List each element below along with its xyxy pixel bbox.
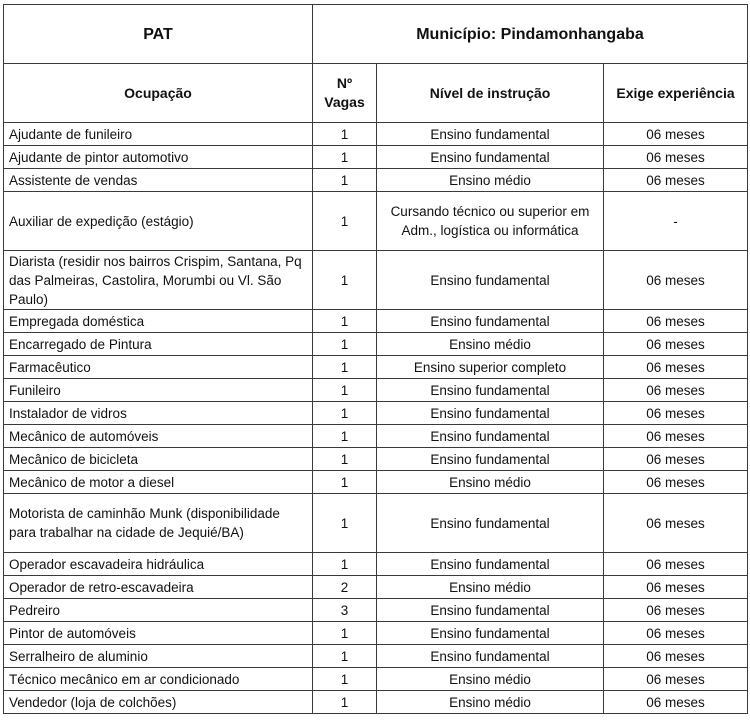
cell-vagas: 3 bbox=[313, 599, 377, 622]
cell-vagas: 1 bbox=[313, 310, 377, 333]
cell-nivel: Ensino médio bbox=[377, 333, 604, 356]
cell-vagas: 1 bbox=[313, 146, 377, 169]
cell-nivel: Ensino fundamental bbox=[377, 123, 604, 146]
cell-nivel: Ensino superior completo bbox=[377, 356, 604, 379]
cell-vagas: 1 bbox=[313, 425, 377, 448]
cell-ocupacao: Operador de retro-escavadeira bbox=[4, 576, 313, 599]
col-header-nivel: Nível de instrução bbox=[377, 64, 604, 123]
cell-nivel: Ensino fundamental bbox=[377, 645, 604, 668]
cell-ocupacao: Pedreiro bbox=[4, 599, 313, 622]
cell-experiencia: 06 meses bbox=[604, 668, 748, 691]
cell-vagas: 1 bbox=[313, 494, 377, 553]
cell-vagas: 1 bbox=[313, 645, 377, 668]
table-row bbox=[4, 123, 748, 146]
cell-nivel: Ensino fundamental bbox=[377, 146, 604, 169]
cell-nivel: Ensino fundamental bbox=[377, 599, 604, 622]
col-header-ocupacao: Ocupação bbox=[4, 64, 313, 123]
cell-nivel: Ensino fundamental bbox=[377, 494, 604, 553]
cell-nivel: Ensino médio bbox=[377, 169, 604, 192]
cell-ocupacao: Auxiliar de expedição (estágio) bbox=[4, 192, 313, 251]
cell-ocupacao: Instalador de vidros bbox=[4, 402, 313, 425]
header-row bbox=[4, 64, 748, 123]
table-row bbox=[4, 448, 748, 471]
table-row bbox=[4, 691, 748, 714]
cell-ocupacao: Diarista (residir nos bairros Crispim, Santana, Pq das Palmeiras, Castolira, Morumbi ou Vl. São Paulo) bbox=[4, 251, 313, 310]
table-row bbox=[4, 622, 748, 645]
cell-ocupacao: Motorista de caminhão Munk (disponibilidade para trabalhar na cidade de Jequié/BA) bbox=[4, 494, 313, 553]
cell-ocupacao: Farmacêutico bbox=[4, 356, 313, 379]
cell-experiencia: 06 meses bbox=[604, 251, 748, 310]
cell-ocupacao: Encarregado de Pintura bbox=[4, 333, 313, 356]
cell-experiencia: 06 meses bbox=[604, 553, 748, 576]
table-row bbox=[4, 379, 748, 402]
cell-nivel: Ensino fundamental bbox=[377, 251, 604, 310]
cell-experiencia: - bbox=[604, 192, 748, 251]
cell-nivel: Ensino fundamental bbox=[377, 379, 604, 402]
cell-nivel: Ensino fundamental bbox=[377, 425, 604, 448]
cell-vagas: 1 bbox=[313, 379, 377, 402]
cell-experiencia: 06 meses bbox=[604, 622, 748, 645]
table-row bbox=[4, 645, 748, 668]
cell-ocupacao: Mecânico de motor a diesel bbox=[4, 471, 313, 494]
cell-nivel: Ensino fundamental bbox=[377, 310, 604, 333]
cell-ocupacao: Operador escavadeira hidráulica bbox=[4, 553, 313, 576]
cell-vagas: 1 bbox=[313, 668, 377, 691]
cell-ocupacao: Pintor de automóveis bbox=[4, 622, 313, 645]
cell-vagas: 1 bbox=[313, 356, 377, 379]
cell-vagas: 1 bbox=[313, 169, 377, 192]
cell-vagas: 1 bbox=[313, 192, 377, 251]
cell-ocupacao: Assistente de vendas bbox=[4, 169, 313, 192]
cell-vagas: 1 bbox=[313, 251, 377, 310]
table-row bbox=[4, 402, 748, 425]
table-row bbox=[4, 356, 748, 379]
cell-experiencia: 06 meses bbox=[604, 494, 748, 553]
cell-experiencia: 06 meses bbox=[604, 599, 748, 622]
cell-vagas: 1 bbox=[313, 333, 377, 356]
cell-nivel: Ensino fundamental bbox=[377, 402, 604, 425]
cell-ocupacao: Ajudante de pintor automotivo bbox=[4, 146, 313, 169]
cell-vagas: 1 bbox=[313, 471, 377, 494]
cell-experiencia: 06 meses bbox=[604, 169, 748, 192]
cell-nivel: Ensino fundamental bbox=[377, 622, 604, 645]
cell-experiencia: 06 meses bbox=[604, 379, 748, 402]
table-row bbox=[4, 425, 748, 448]
cell-ocupacao: Ajudante de funileiro bbox=[4, 123, 313, 146]
cell-nivel: Cursando técnico ou superior em Adm., logística ou informática bbox=[377, 192, 604, 251]
cell-ocupacao: Mecânico de bicicleta bbox=[4, 448, 313, 471]
cell-ocupacao: Empregada doméstica bbox=[4, 310, 313, 333]
table-row bbox=[4, 310, 748, 333]
cell-experiencia: 06 meses bbox=[604, 645, 748, 668]
cell-nivel: Ensino médio bbox=[377, 668, 604, 691]
cell-ocupacao: Serralheiro de aluminio bbox=[4, 645, 313, 668]
table-row bbox=[4, 251, 748, 310]
col-header-experiencia: Exige experiência bbox=[604, 64, 748, 123]
municipality-title: Município: Pindamonhangaba bbox=[313, 5, 748, 64]
cell-ocupacao: Funileiro bbox=[4, 379, 313, 402]
cell-nivel: Ensino fundamental bbox=[377, 553, 604, 576]
table-row bbox=[4, 146, 748, 169]
table-row bbox=[4, 553, 748, 576]
cell-nivel: Ensino fundamental bbox=[377, 448, 604, 471]
cell-vagas: 1 bbox=[313, 553, 377, 576]
cell-ocupacao: Vendedor (loja de colchões) bbox=[4, 691, 313, 714]
cell-experiencia: 06 meses bbox=[604, 356, 748, 379]
pat-title: PAT bbox=[4, 5, 313, 64]
cell-experiencia: 06 meses bbox=[604, 425, 748, 448]
cell-ocupacao: Mecânico de automóveis bbox=[4, 425, 313, 448]
cell-ocupacao: Técnico mecânico em ar condicionado bbox=[4, 668, 313, 691]
cell-nivel: Ensino médio bbox=[377, 691, 604, 714]
cell-vagas: 1 bbox=[313, 402, 377, 425]
table-row bbox=[4, 576, 748, 599]
cell-vagas: 1 bbox=[313, 123, 377, 146]
cell-experiencia: 06 meses bbox=[604, 123, 748, 146]
cell-experiencia: 06 meses bbox=[604, 333, 748, 356]
table-row bbox=[4, 599, 748, 622]
table-row bbox=[4, 169, 748, 192]
cell-nivel: Ensino médio bbox=[377, 471, 604, 494]
cell-vagas: 2 bbox=[313, 576, 377, 599]
cell-vagas: 1 bbox=[313, 622, 377, 645]
cell-experiencia: 06 meses bbox=[604, 310, 748, 333]
table-row bbox=[4, 333, 748, 356]
cell-vagas: 1 bbox=[313, 691, 377, 714]
title-row bbox=[4, 5, 748, 64]
table-row bbox=[4, 494, 748, 553]
cell-experiencia: 06 meses bbox=[604, 576, 748, 599]
job-vacancies-table bbox=[3, 4, 748, 714]
cell-vagas: 1 bbox=[313, 448, 377, 471]
table-row bbox=[4, 192, 748, 251]
cell-experiencia: 06 meses bbox=[604, 402, 748, 425]
table-row bbox=[4, 668, 748, 691]
cell-nivel: Ensino médio bbox=[377, 576, 604, 599]
col-header-vagas: Nº Vagas bbox=[313, 64, 377, 123]
cell-experiencia: 06 meses bbox=[604, 146, 748, 169]
cell-experiencia: 06 meses bbox=[604, 448, 748, 471]
table-row bbox=[4, 471, 748, 494]
cell-experiencia: 06 meses bbox=[604, 471, 748, 494]
cell-experiencia: 06 meses bbox=[604, 691, 748, 714]
